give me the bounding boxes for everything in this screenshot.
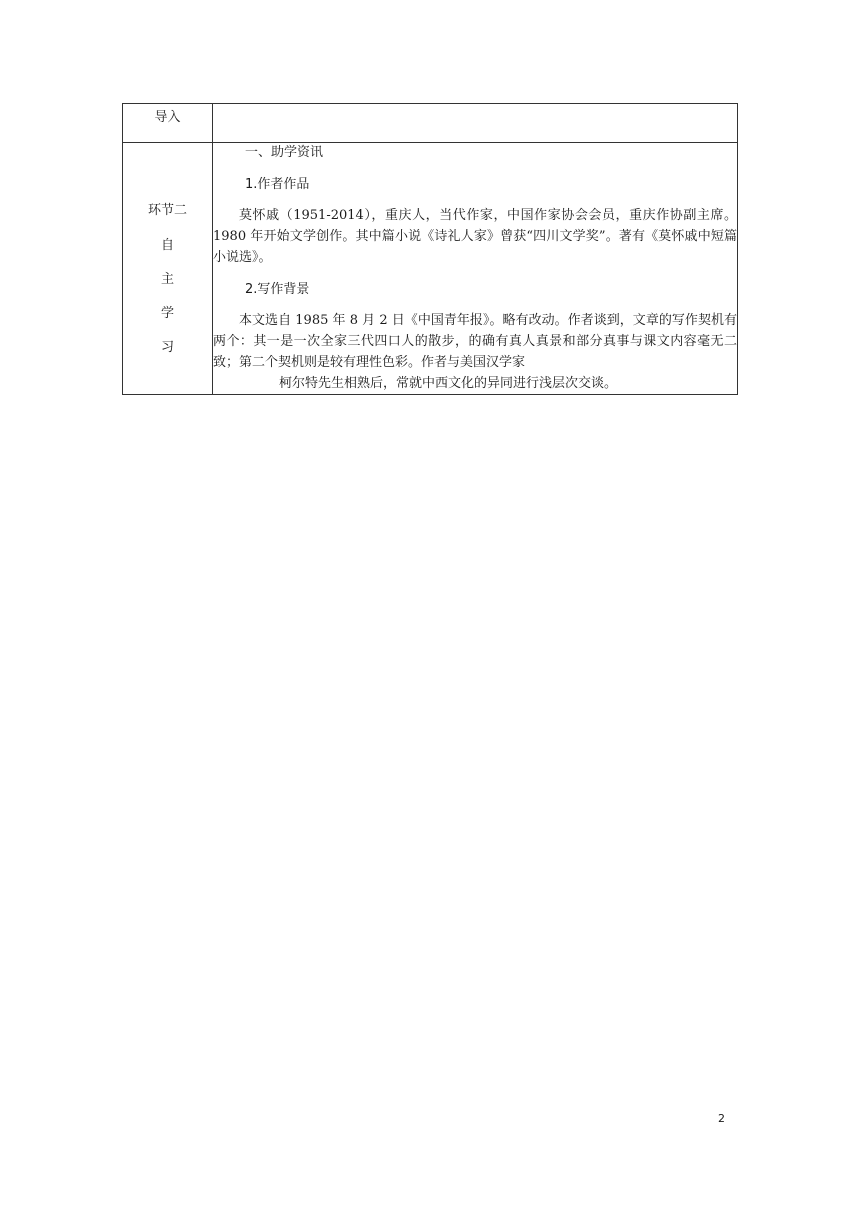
author-works-text: 莫怀戚（1951-2014），重庆人，当代作家，中国作家协会会员，重庆作协副主席。1980 年开始文学创作。其中篇小说《诗礼人家》曾获“四川文学奖”。著有《莫怀戚中短篇小说选》。 (213, 208, 737, 265)
stage-char-3: 学 (160, 306, 174, 321)
intro-row (123, 104, 738, 143)
author-works-heading: 1.作者作品 (245, 177, 310, 192)
stage-title: 环节二 (147, 203, 187, 218)
background-heading: 2.写作背景 (245, 282, 310, 297)
stage-char-4: 习 (160, 340, 174, 355)
intro-label-cell (123, 104, 213, 143)
stage-cell (123, 143, 213, 395)
background-text (213, 310, 737, 394)
background-text-tail: 柯尔特先生相熟后，常就中西文化的异同进行浅层次交谈。 (279, 376, 618, 391)
study-content-cell (213, 143, 738, 395)
stage-char-2: 主 (160, 272, 174, 287)
section-heading: 一、助学资讯 (245, 145, 324, 160)
lesson-table (122, 103, 738, 395)
page-number: 2 (718, 1112, 725, 1125)
self-study-row (123, 143, 738, 395)
intro-label: 导入 (154, 110, 181, 125)
stage-char-1: 自 (160, 238, 174, 253)
intro-content-cell (213, 104, 738, 143)
background-text-main: 本文选自 1985 年 8 月 2 日《中国青年报》。略有改动。作者谈到，文章的写作契机有两个：其一是一次全家三代四口人的散步，的确有真人真景和部分真事与课文内容毫无二致；第二个契机则是较有理性色彩。作者与美国汉学家 (213, 313, 737, 370)
